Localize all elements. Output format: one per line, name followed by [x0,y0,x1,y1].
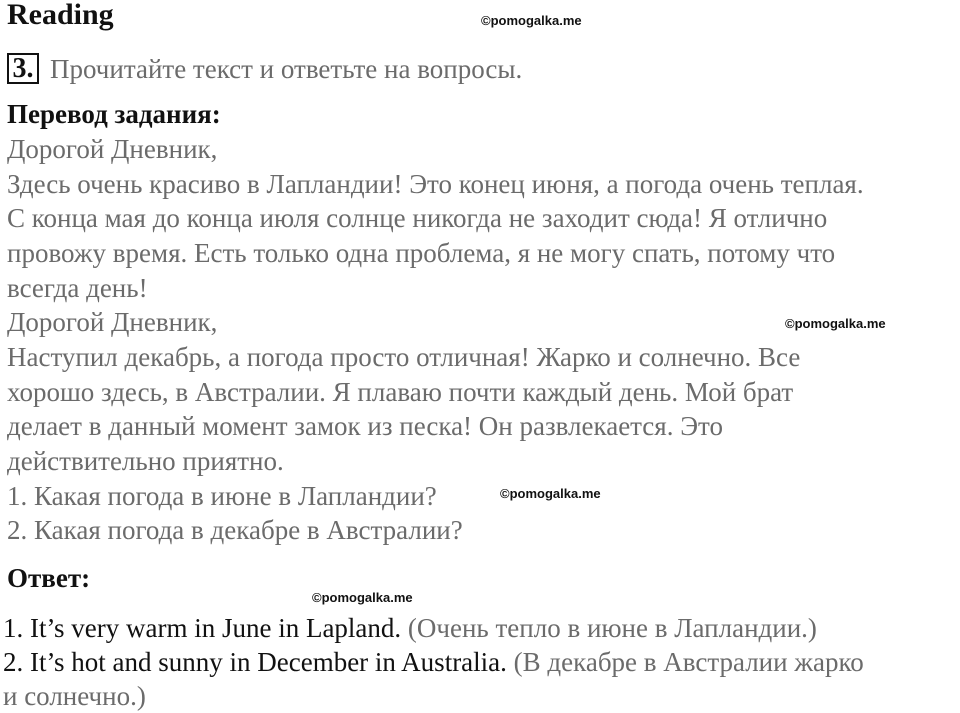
page-title: Reading [7,0,114,31]
translation-line: действительно приятно. [7,446,284,476]
watermark: ©pomogalka.me [785,316,886,331]
translation-line: Дорогой Дневник, [7,134,218,164]
answer-1 [3,611,817,645]
translation-line: Наступил декабрь, а погода просто отличная! Жарко и солнечно. Все [7,342,801,372]
answer-heading: Ответ: [7,563,91,593]
question-2: 2. Какая погода в декабре в Австралии? [7,515,463,545]
watermark: ©pomogalka.me [481,13,582,28]
translation-heading: Перевод задания: [7,99,221,129]
task-instruction: Прочитайте текст и ответьте на вопросы. [50,54,523,84]
answer-2 [3,645,864,679]
translation-line: Здесь очень красиво в Лапландии! Это конец июня, а погода очень теплая. [7,169,864,199]
translation-line: хорошо здесь, в Австралии. Я плаваю почти каждый день. Мой брат [7,377,794,407]
watermark: ©pomogalka.me [312,590,413,605]
answer-2-continuation: и солнечно.) [3,681,146,711]
task-number-box: 3. [7,53,39,84]
watermark: ©pomogalka.me [500,486,601,501]
translation-line: делает в данный момент замок из песка! Он развлекается. Это [7,411,723,441]
question-1: 1. Какая погода в июне в Лапландии? [7,481,437,511]
translation-line: Дорогой Дневник, [7,307,218,337]
answer-2-russian: (В декабре в Австралии жарко [506,647,864,677]
answer-2-english: 2. It’s hot and sunny in December in Australia. [3,647,507,677]
translation-line: всегда день! [7,273,148,303]
translation-line: С конца мая до конца июля солнце никогда не заходит сюда! Я отлично [7,203,828,233]
answer-1-russian: (Очень тепло в июне в Лапландии.) [401,613,817,643]
translation-line: провожу время. Есть только одна проблема, я не могу спать, потому что [7,238,836,268]
answer-1-english: 1. It’s very warm in June in Lapland. [3,613,402,643]
